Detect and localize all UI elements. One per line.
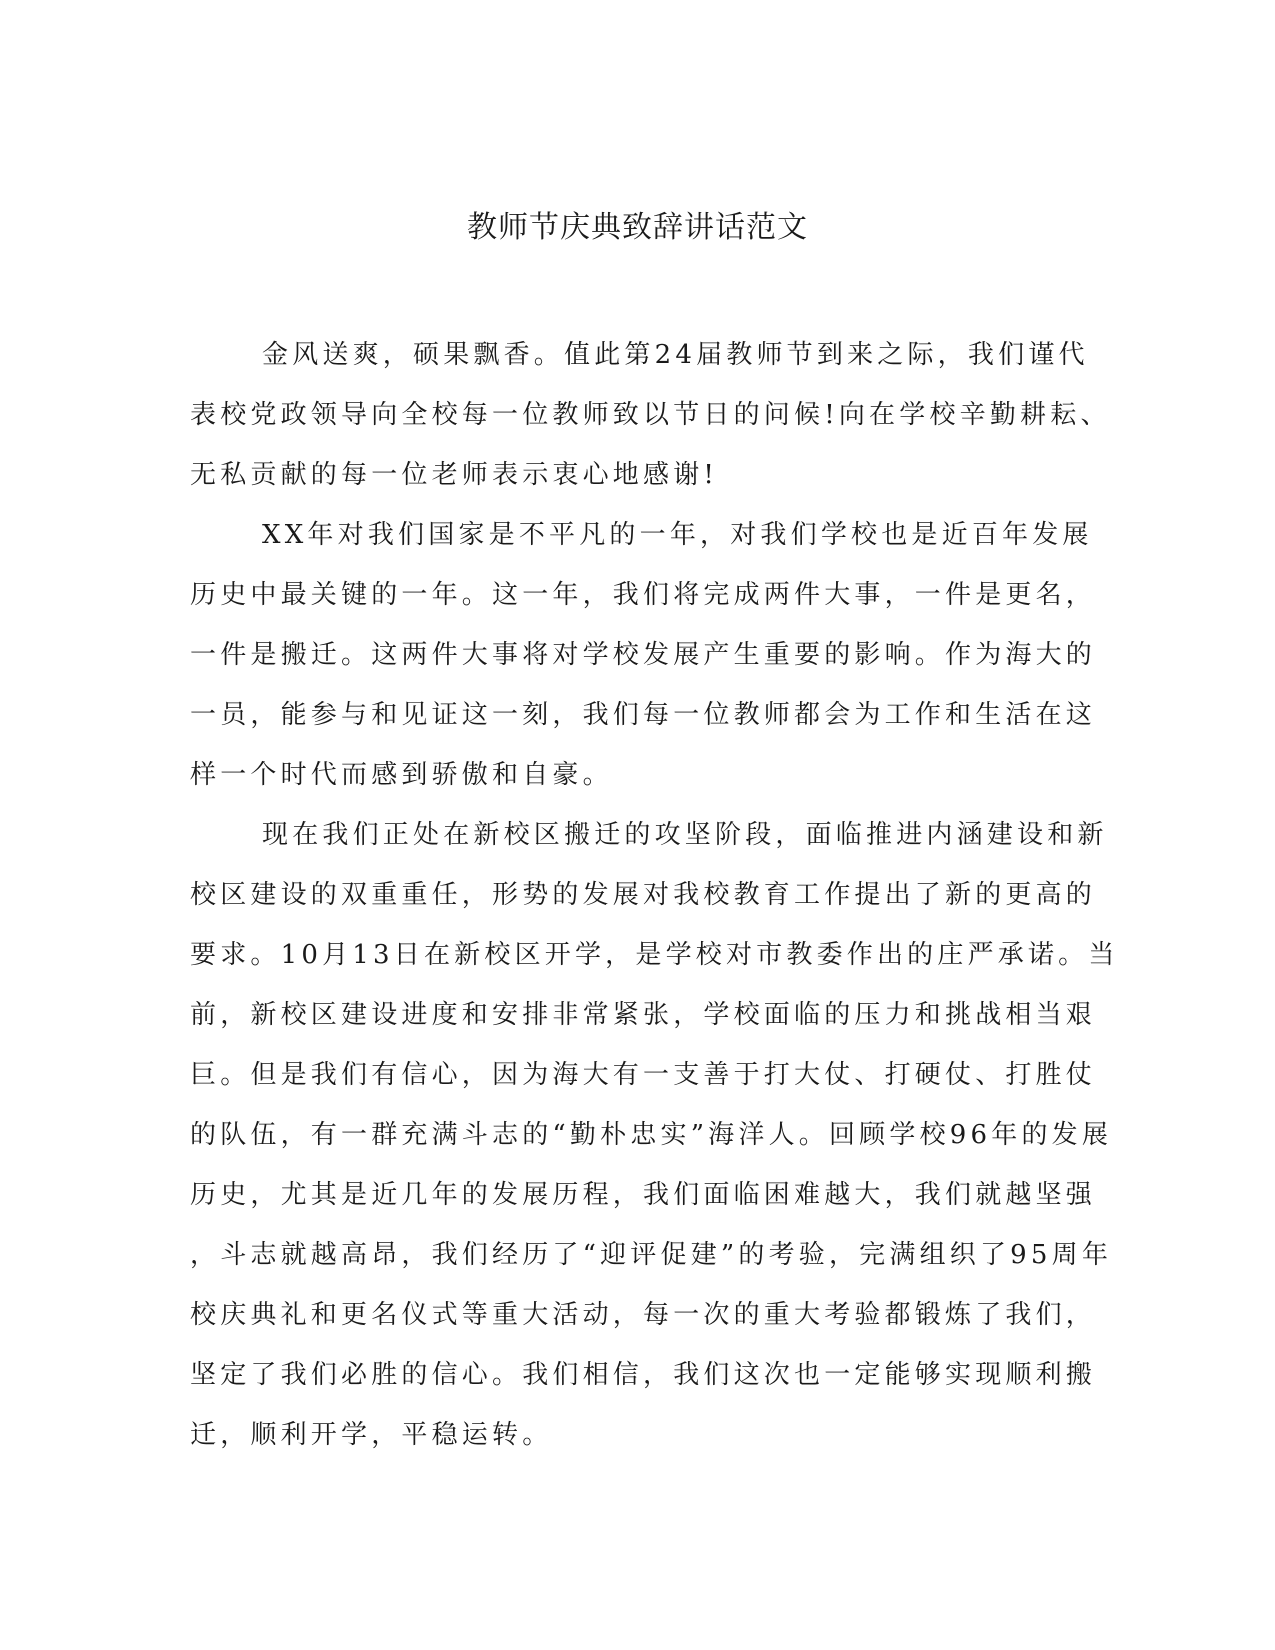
- paragraph-line: 表校党政领导向全校每一位教师致以节日的问候!向在学校辛勤耕耘、: [190, 400, 1111, 430]
- paragraph-line: 坚定了我们必胜的信心。我们相信，我们这次也一定能够实现顺利搬: [190, 1360, 1097, 1390]
- paragraph-line: 历史，尤其是近几年的发展历程，我们面临困难越大，我们就越坚强: [190, 1180, 1097, 1210]
- paragraph-line: 历史中最关键的一年。这一年，我们将完成两件大事，一件是更名，: [190, 580, 1097, 610]
- paragraph-line: 样一个时代而感到骄傲和自豪。: [190, 760, 613, 790]
- paragraph-line: 现在我们正处在新校区搬迁的攻坚阶段，面临推进内涵建设和新: [262, 820, 1108, 850]
- paragraph-line: 一员，能参与和见证这一刻，我们每一位教师都会为工作和生活在这: [190, 700, 1097, 730]
- paragraph-line: ，斗志就越高昂，我们经历了“迎评促建”的考验，完满组织了95周年: [190, 1240, 1113, 1270]
- paragraph-1: [190, 325, 1111, 505]
- paragraph-line: 校区建设的双重重任，形势的发展对我校教育工作提出了新的更高的: [190, 880, 1097, 910]
- paragraph-2: [190, 505, 1097, 805]
- paragraph-line: 校庆典礼和更名仪式等重大活动，每一次的重大考验都锻炼了我们，: [190, 1300, 1097, 1330]
- paragraph-line: 金风送爽，硕果飘香。值此第24届教师节到来之际，我们谨代: [262, 340, 1089, 370]
- paragraph-line: 迁，顺利开学，平稳运转。: [190, 1420, 553, 1450]
- paragraph-line: 巨。但是我们有信心，因为海大有一支善于打大仗、打硬仗、打胜仗: [190, 1060, 1097, 1090]
- paragraph-line: 一件是搬迁。这两件大事将对学校发展产生重要的影响。作为海大的: [190, 640, 1097, 670]
- document-body: [190, 325, 1119, 1465]
- paragraph-line: XX年对我们国家是不平凡的一年，对我们学校也是近百年发展: [262, 520, 1093, 550]
- document-title: 教师节庆典致辞讲话范文: [467, 210, 808, 245]
- paragraph-line: 前，新校区建设进度和安排非常紧张，学校面临的压力和挑战相当艰: [190, 1000, 1097, 1030]
- paragraph-line: 无私贡献的每一位老师表示衷心地感谢!: [190, 460, 719, 490]
- paragraph-3: [190, 805, 1119, 1465]
- paragraph-line: 要求。10月13日在新校区开学，是学校对市教委作出的庄严承诺。当: [190, 940, 1119, 970]
- paragraph-line: 的队伍，有一群充满斗志的“勤朴忠实”海洋人。回顾学校96年的发展: [190, 1120, 1113, 1150]
